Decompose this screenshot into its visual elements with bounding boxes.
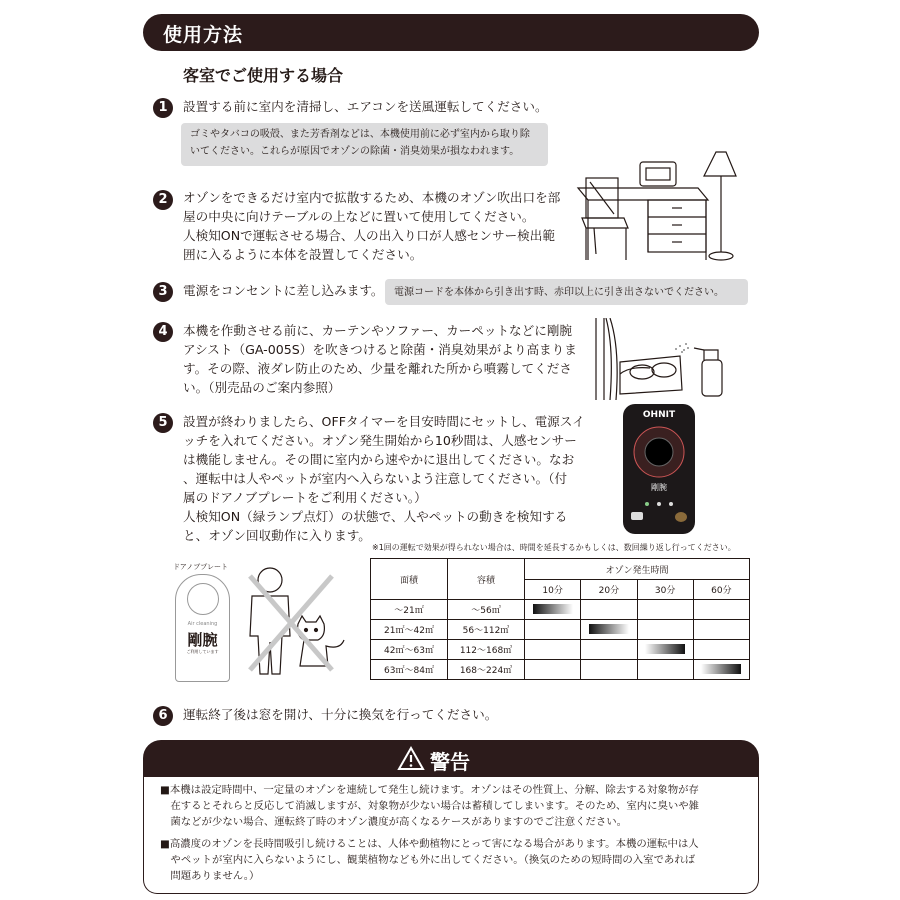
- no-entry-illustration: [240, 566, 350, 678]
- warning-icon: [397, 746, 425, 771]
- step-number-1: 1: [153, 98, 173, 118]
- ozone-time-table: [370, 558, 750, 680]
- text-line: 菌などが少ない場合、運転終了時のオゾン濃度が高くなるケースがありますのでご注意ください。: [160, 816, 628, 828]
- th-area: 面積: [371, 559, 448, 600]
- time-cell: [693, 600, 749, 620]
- step-number-4: 4: [153, 322, 173, 342]
- ozone-device: [623, 404, 695, 534]
- text-line: アシスト（GA-005S）を吹きつけると除菌・消臭効果がより高まりま: [183, 342, 577, 357]
- time-cell: [637, 600, 693, 620]
- cell-volume: 56～112㎥: [448, 620, 525, 640]
- warning-paragraph-2: [160, 836, 699, 884]
- cell-volume: 168～224㎥: [448, 660, 525, 680]
- text-line: やペットが室内に入らないようにし、観葉植物なども外に出してください。（換気のための短時間の入室であれば: [160, 854, 696, 866]
- doorplate-big: 剛腕: [187, 631, 218, 649]
- time-cell: [637, 660, 693, 680]
- cell-area: 21㎡～42㎡: [371, 620, 448, 640]
- step-5-text: [183, 412, 585, 545]
- th-time-20: 20分: [581, 580, 637, 600]
- doorplate-small: Air cleaning: [187, 621, 218, 627]
- note-line: ゴミやタバコの吸殻、また芳香剤などは、本機使用前に必ず室内から取り除: [190, 129, 530, 140]
- status-lamp: [657, 502, 661, 506]
- step-number-2: 2: [153, 190, 173, 210]
- text-line: 本機を作動させる前に、カーテンやソファー、カーペットなどに剛腕: [183, 323, 573, 338]
- table-note: ※1回の運転で効果が得られない場合は、時間を延長するかもしくは、数回繰り返し行ってください。: [372, 543, 736, 552]
- table-row: [371, 660, 750, 680]
- time-cell: [581, 660, 637, 680]
- time-cell: [693, 620, 749, 640]
- text-line: 、運転中は人やペットが室内へ入らないよう注意してください。（付: [183, 471, 568, 486]
- step-2-text: [183, 188, 560, 264]
- cell-volume: 112～168㎥: [448, 640, 525, 660]
- spray-illustration: [590, 318, 750, 400]
- doorplate-label: ドアノブプレート: [173, 563, 228, 571]
- header-bar: [143, 14, 759, 51]
- time-cell: [637, 620, 693, 640]
- time-cell: [525, 600, 581, 620]
- th-volume: 容積: [448, 559, 525, 600]
- warning-header: [143, 740, 759, 777]
- step-3-note: 電源コードを本体から引き出す時、赤印以上に引き出さないでください。: [385, 279, 748, 305]
- text-line: と、オゾン回収動作に入ります。: [183, 528, 371, 543]
- table-row: [371, 600, 750, 620]
- step-1-note: [181, 123, 548, 166]
- text-line: ■本機は設定時間中、一定量のオゾンを連続して発生し続けます。オゾンはその性質上、分解、除去する対象物が存: [160, 784, 699, 796]
- step-number-3: 3: [153, 282, 173, 302]
- doorplate: [175, 574, 230, 682]
- device-brand: OHNIT: [642, 410, 676, 420]
- status-lamp: [645, 502, 649, 506]
- note-line: いてください。これらが原因でオゾンの除菌・消臭効果が損なわれます。: [190, 146, 520, 157]
- text-line: 設置が終わりましたら、OFFタイマーを目安時間にセットし、電源スイ: [183, 414, 585, 429]
- time-cell: [525, 640, 581, 660]
- section-title: 客室でご使用する場合: [183, 66, 344, 85]
- step-1-text: 設置する前に室内を清掃し、エアコンを送風運転してください。: [183, 99, 548, 114]
- doorplate-hole: [187, 583, 219, 615]
- time-bar: [645, 644, 685, 654]
- time-cell: [525, 620, 581, 640]
- time-bar: [589, 624, 629, 634]
- timer-dial[interactable]: [633, 426, 685, 478]
- desk-illustration: [568, 148, 748, 266]
- warning-title: 警告: [430, 750, 470, 774]
- time-cell: [693, 640, 749, 660]
- page-title: 使用方法: [163, 24, 244, 46]
- text-line: す。その際、液ダレ防止のため、少量を離れた所から噴霧してくださ: [183, 361, 572, 376]
- time-cell: [637, 640, 693, 660]
- cell-volume: ～56㎥: [448, 600, 525, 620]
- warning-paragraph-1: [160, 782, 699, 830]
- th-time-60: 60分: [693, 580, 749, 600]
- step-6-text: 運転終了後は窓を開け、十分に換気を行ってください。: [183, 707, 498, 722]
- step-number-5: 5: [153, 413, 173, 433]
- time-bar: [533, 604, 573, 614]
- time-bar: [701, 664, 741, 674]
- text-line: 囲に入るように本体を設置してください。: [183, 247, 423, 262]
- time-cell: [581, 640, 637, 660]
- power-button[interactable]: [631, 512, 643, 520]
- text-line: 人検知ON（緑ランプ点灯）の状態で、人やペットの動きを検知する: [183, 509, 568, 524]
- time-cell: [693, 660, 749, 680]
- mode-button[interactable]: [675, 512, 687, 522]
- cell-area: ～21㎡: [371, 600, 448, 620]
- text-line: ■高濃度のオゾンを長時間吸引し続けることは、人体や動植物にとって害になる場合があります。本機の運転中は人: [160, 838, 699, 850]
- doorplate-sub: ご利用しています: [186, 649, 219, 654]
- text-line: は機能しません。その間に室内から速やかに退出してください。なお: [183, 452, 575, 467]
- text-line: 問題ありません。）: [160, 870, 260, 882]
- time-cell: [525, 660, 581, 680]
- text-line: ッチを入れてください。オゾン発生開始から10秒間は、人感センサー: [183, 433, 577, 448]
- text-line: 人検知ONで運転させる場合、人の出入り口が人感センサー検出範: [183, 228, 555, 243]
- th-time-30: 30分: [637, 580, 693, 600]
- warning-body: [143, 776, 759, 894]
- text-line: 在するとそれらと反応して消滅しますが、対象物が少ない場合は蓄積してしまいます。そのため、室内に臭いや雑: [160, 800, 700, 812]
- device-logo: 剛腕: [651, 483, 667, 492]
- text-line: 屋の中央に向けテーブルの上などに置いて使用してください。: [183, 209, 535, 224]
- cell-area: 42㎡～63㎡: [371, 640, 448, 660]
- step-3-text: 電源をコンセントに差し込みます。: [183, 283, 384, 298]
- th-time-10: 10分: [525, 580, 581, 600]
- text-line: オゾンをできるだけ室内で拡散するため、本機のオゾン吹出口を部: [183, 190, 561, 205]
- th-time: オゾン発生時間: [525, 559, 750, 580]
- text-line: 属のドアノブプレートをご利用ください。）: [183, 490, 427, 505]
- time-cell: [581, 620, 637, 640]
- step-number-6: 6: [153, 706, 173, 726]
- step-4-text: [183, 321, 577, 397]
- cell-area: 63㎡～84㎡: [371, 660, 448, 680]
- time-cell: [581, 600, 637, 620]
- text-line: い。（別売品のご案内参照）: [183, 380, 341, 395]
- status-lamp: [669, 502, 673, 506]
- table-row: [371, 640, 750, 660]
- table-row: [371, 620, 750, 640]
